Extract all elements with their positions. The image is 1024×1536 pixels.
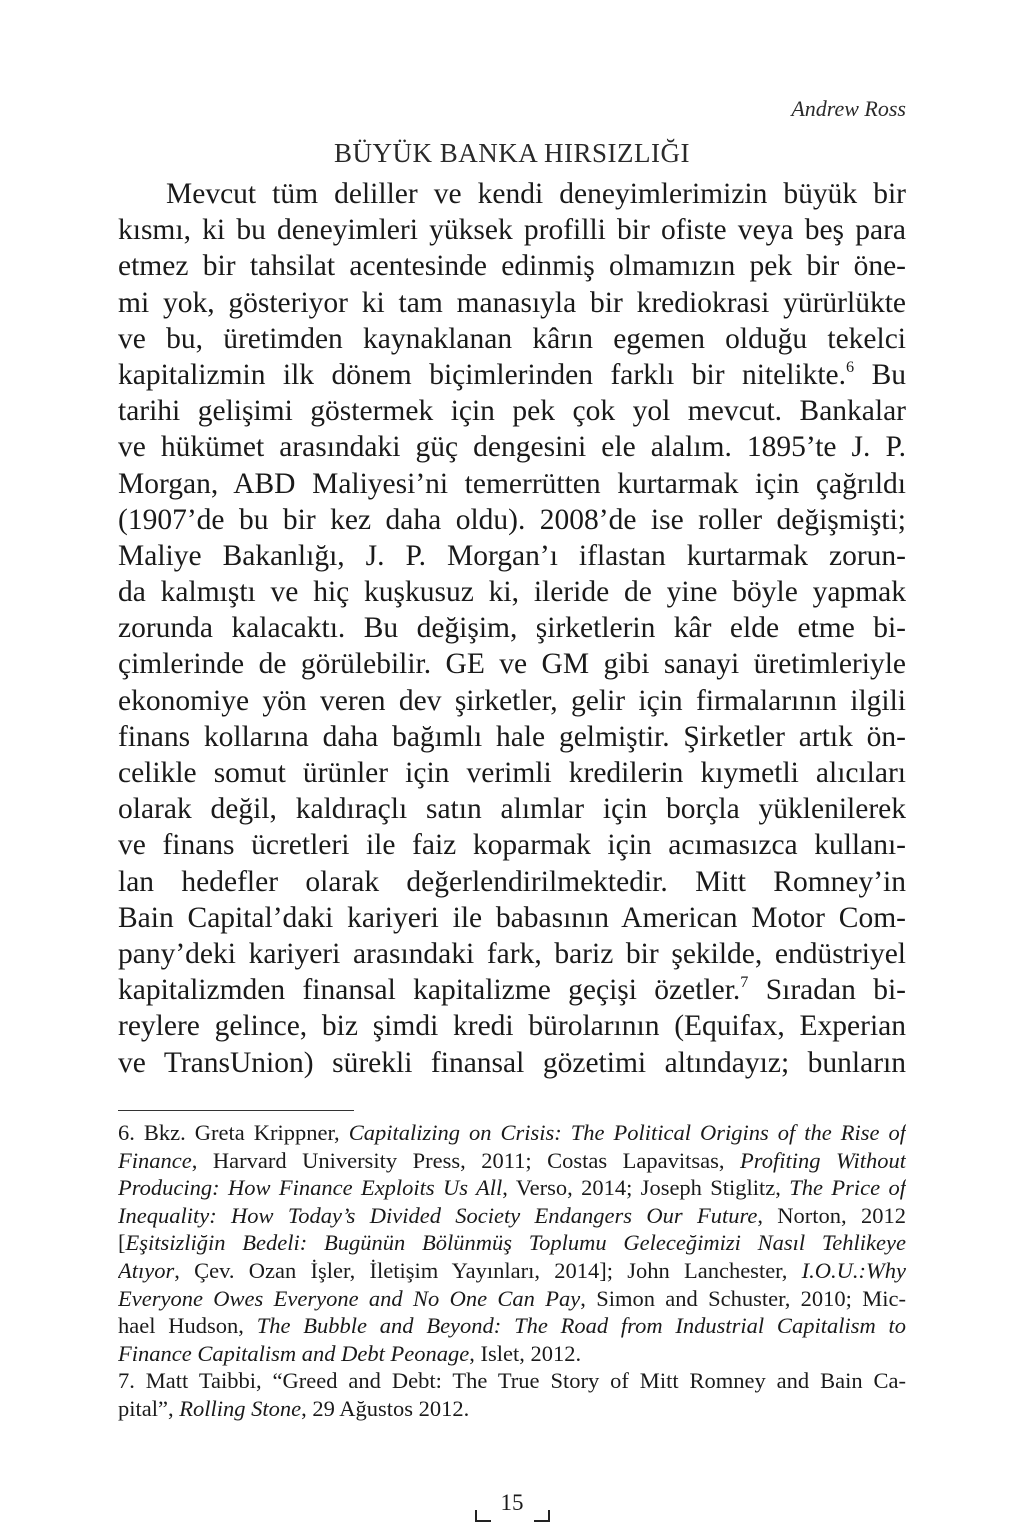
footnote-line: pital”, Rolling Stone, 29 Ağustos 2012.	[118, 1395, 470, 1421]
body-line: ve TransUnion) sürekli finansal gözetimi altındayız; bunların	[118, 1046, 906, 1079]
body-line: Mevcut tüm deliller ve kendi deneyimlerimizin büyük bir	[166, 178, 906, 210]
footnote-line: Finance, Harvard University Press, 2011; Costas Lapavitsas, Profiting Without	[118, 1147, 906, 1173]
footnote-line: Everyone Owes Everyone and No One Can Pay, Simon and Schuster, 2010; Mic-	[118, 1285, 906, 1311]
footnote-line: hael Hudson, The Bubble and Beyond: The Road from Industrial Capitalism to	[118, 1313, 906, 1339]
footnotes	[118, 1119, 906, 1423]
footnote-line: [Eşitsizliğin Bedeli: Bugünün Bölünmüş Toplumu Geleceğimizi Nasıl Tehlikeye	[118, 1230, 906, 1256]
body-line: çimlerinde de görülebilir. GE ve GM gibi sanayi üretimleriyle	[118, 648, 906, 681]
page-number: 15	[0, 1490, 1024, 1516]
footnote-line: 7. Matt Taibbi, “Greed and Debt: The True Story of Mitt Romney and Bain Ca-	[118, 1368, 906, 1394]
body-line: reylere gelince, biz şimdi kredi bürolarının (Equifax, Experian	[118, 1010, 906, 1043]
footnote-line: Producing: How Finance Exploits Us All, Verso, 2014; Joseph Stiglitz, The Price of	[118, 1175, 906, 1201]
body-line: etmez bir tahsilat acentesinde edinmiş olmamızın pek bir öne-	[118, 250, 906, 283]
body-line: mi yok, gösteriyor ki tam manasıyla bir krediokrasi yürürlükte	[118, 286, 906, 319]
body-line: Maliye Bakanlığı, J. P. Morgan’ı iflastan kurtarmak zorun-	[118, 539, 906, 572]
body-line: pany’deki kariyeri arasındaki fark, bariz bir şekilde, endüstriyel	[118, 937, 906, 970]
body-line: Morgan, ABD Maliyesi’ni temerrütten kurtarmak için çağrıldı	[118, 467, 906, 500]
footnote-ref-7: 7	[740, 972, 749, 991]
body-line: kapitalizmin ilk dönem biçimlerinden farklı bir nitelikte.$^6$ Bu	[118, 357, 906, 391]
body-line: kısmı, ki bu deneyimleri yüksek profilli bir ofiste veya beş para	[118, 214, 906, 247]
footnote-line: Inequality: How Today’s Divided Society Endangers Our Future, Norton, 2012	[118, 1202, 906, 1228]
body-line: ve bu, üretimden kaynaklanan kârın egemen olduğu tekelci	[118, 322, 906, 355]
body-line: finans kollarına daha bağımlı hale gelmiştir. Şirketler artık ön-	[118, 720, 906, 753]
footnote-line: 6. Bkz. Greta Krippner, Capitalizing on Crisis: The Political Origins of the Rise of	[118, 1120, 906, 1145]
footnote-ref-6: 6	[846, 357, 855, 376]
body-line: ekonomiye yön veren dev şirketler, gelir için firmalarının ilgili	[118, 684, 906, 717]
body-text	[118, 176, 906, 1081]
body-line: da kalmıştı ve hiç kuşkusuz ki, ileride de yine böyle yapmak	[118, 576, 906, 609]
footnote-line: Atıyor, Çev. Ozan İşler, İletişim Yayınları, 2014]; John Lanchester, I.O.U.:Why	[118, 1257, 906, 1283]
body-line: olarak değil, kaldıraçlı satın alımlar için borçla yüklenilerek	[118, 793, 906, 826]
footnote-line: Finance Capitalism and Debt Peonage, Islet, 2012.	[118, 1340, 582, 1366]
body-line: celikle somut ürünler için verimli kredilerin kıymetli alıcıları	[118, 757, 906, 789]
chapter-title: BÜYÜK BANKA HIRSIZLIĞI	[334, 138, 690, 168]
body-line: ve finans ücretleri ile faiz koparmak için acımasızca kullanı-	[118, 829, 906, 862]
running-header-author: Andrew Ross	[791, 96, 906, 121]
footnote-divider	[118, 1110, 354, 1111]
body-line: lan hedefler olarak değerlendirilmektedir. Mitt Romney’in	[118, 865, 906, 898]
body-line: Bain Capital’daki kariyeri ile babasının American Motor Com-	[118, 901, 906, 934]
body-line: tarihi gelişimi göstermek için pek çok yol mevcut. Bankalar	[118, 395, 906, 428]
body-line: (1907’de bu bir kez daha oldu). 2008’de ise roller değişmişti;	[118, 503, 906, 536]
body-line: zorunda kalacaktı. Bu değişim, şirketlerin kâr elde etme bi-	[118, 612, 906, 645]
body-line: kapitalizmden finansal kapitalizme geçişi özetler.$^7$ Sıradan bi-	[118, 972, 906, 1007]
body-line: ve hükümet arasındaki güç dengesini ele alalım. 1895’te J. P.	[118, 431, 906, 464]
